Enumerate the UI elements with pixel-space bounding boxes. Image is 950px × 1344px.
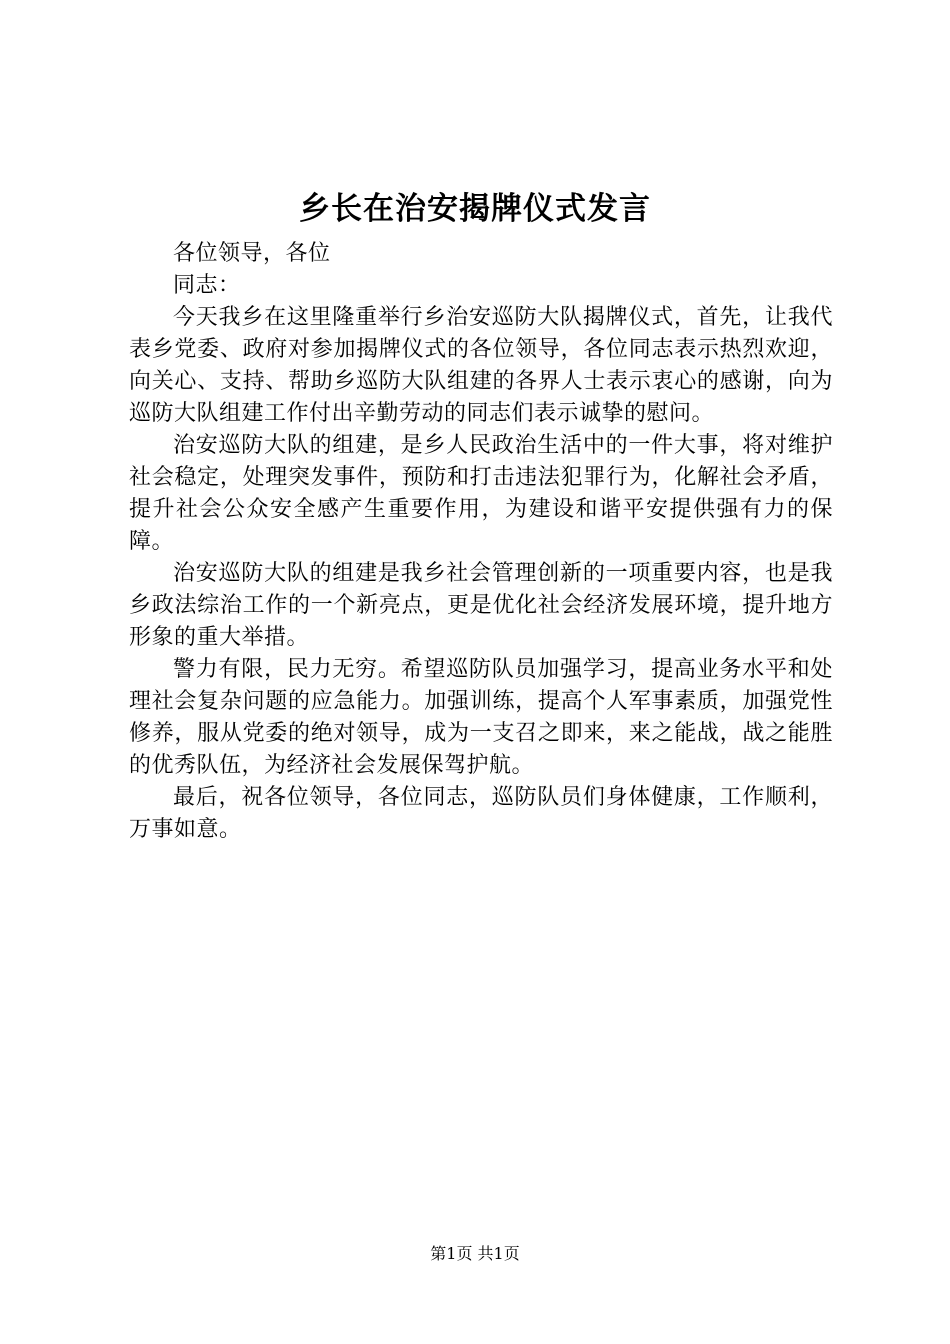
document-title: 乡长在治安揭牌仪式发言 [299, 191, 651, 227]
paragraph-innovation: 治安巡防大队的组建是我乡社会管理创新的一项重要内容，也是我乡政法综治工作的一个新亮点，更是优化社会经济发展环境，提升地方形象的重大举措。 [129, 561, 833, 650]
paragraph-closing: 最后，祝各位领导，各位同志，巡防队员们身体健康，工作顺利，万事如意。 [129, 785, 833, 842]
paragraph-welcome: 今天我乡在这里隆重举行乡治安巡防大队揭牌仪式，首先，让我代表乡党委、政府对参加揭牌仪式的各位领导，各位同志表示热烈欢迎，向关心、支持、帮助乡巡防大队组建的各界人士表示衷心的感谢，向为巡防大队组建工作付出辛勤劳动的同志们表示诚挚的慰问。 [129, 305, 833, 426]
paragraph-significance: 治安巡防大队的组建，是乡人民政治生活中的一件大事，将对维护社会稳定，处理突发事件，预防和打击违法犯罪行为，化解社会矛盾，提升社会公众安全感产生重要作用，为建设和谐平安提供强有力的保障。 [129, 433, 833, 554]
salutation-line-1: 各位领导，各位 [173, 241, 331, 266]
document-body [129, 238, 833, 846]
page-footer: 第1页 共1页 [430, 1244, 520, 1263]
paragraph-hopes: 警力有限，民力无穷。希望巡防队员加强学习，提高业务水平和处理社会复杂问题的应急能力。加强训练，提高个人军事素质，加强党性修养，服从党委的绝对领导，成为一支召之即来，来之能战，战之能胜的优秀队伍，为经济社会发展保驾护航。 [129, 657, 833, 778]
salutation-line-2: 同志： [173, 273, 241, 298]
